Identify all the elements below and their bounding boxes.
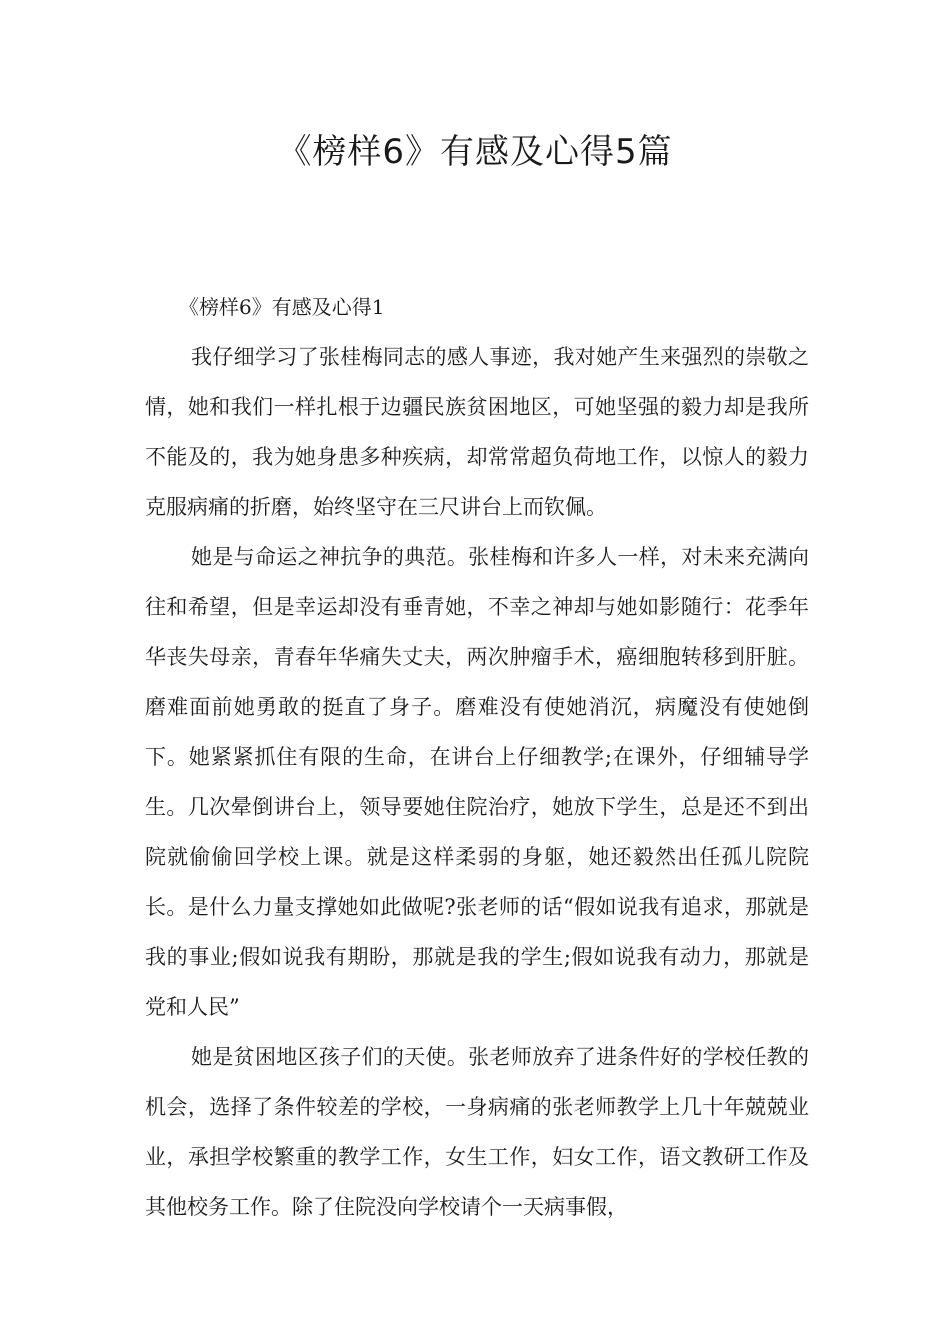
section-heading: 《榜样6》有感及心得1 bbox=[179, 295, 385, 319]
paragraph-2: 她是与命运之神抗争的典范。张桂梅和许多人一样，对未来充满向往和希望，但是幸运却没有垂青她，不幸之神却与她如影随行：花季年华丧失母亲，青春年华痛失丈夫，两次肿瘤手术，癌细胞转移到肝脏。磨难面前她勇敢的挺直了身子。磨难没有使她消沉，病魔没有使她倒下。她紧紧抓住有限的生命，在讲台上仔细教学;在课外，仔细辅导学生。几次晕倒讲台上，领导要她住院治疗，她放下学生，总是还不到出院就偷偷回学校上课。就是这样柔弱的身躯，她还毅然出任孤儿院院长。是什么力量支撑她如此做呢?张老师的话“假如说我有追求，那就是我的事业;假如说我有期盼，那就是我的学生;假如说我有动力，那就是党和人民” bbox=[145, 545, 809, 1019]
paragraph-1: 我仔细学习了张桂梅同志的感人事迹，我对她产生来强烈的崇敬之情，她和我们一样扎根于边疆民族贫困地区，可她坚强的毅力却是我所不能及的，我为她身患多种疾病，却常常超负荷地工作，以惊人的毅力克服病痛的折磨，始终坚守在三尺讲台上而钦佩。 bbox=[145, 345, 809, 519]
document-title: 《榜样6》有感及心得5篇 bbox=[277, 132, 673, 172]
paragraph-3: 她是贫困地区孩子们的天使。张老师放弃了进条件好的学校任教的机会，选择了条件较差的学校，一身病痛的张老师教学上几十年兢兢业业，承担学校繁重的教学工作，女生工作，妇女工作，语文教研工作及其他校务工作。除了住院没向学校请个一天病事假， bbox=[145, 1045, 809, 1219]
document-body bbox=[145, 282, 809, 1232]
